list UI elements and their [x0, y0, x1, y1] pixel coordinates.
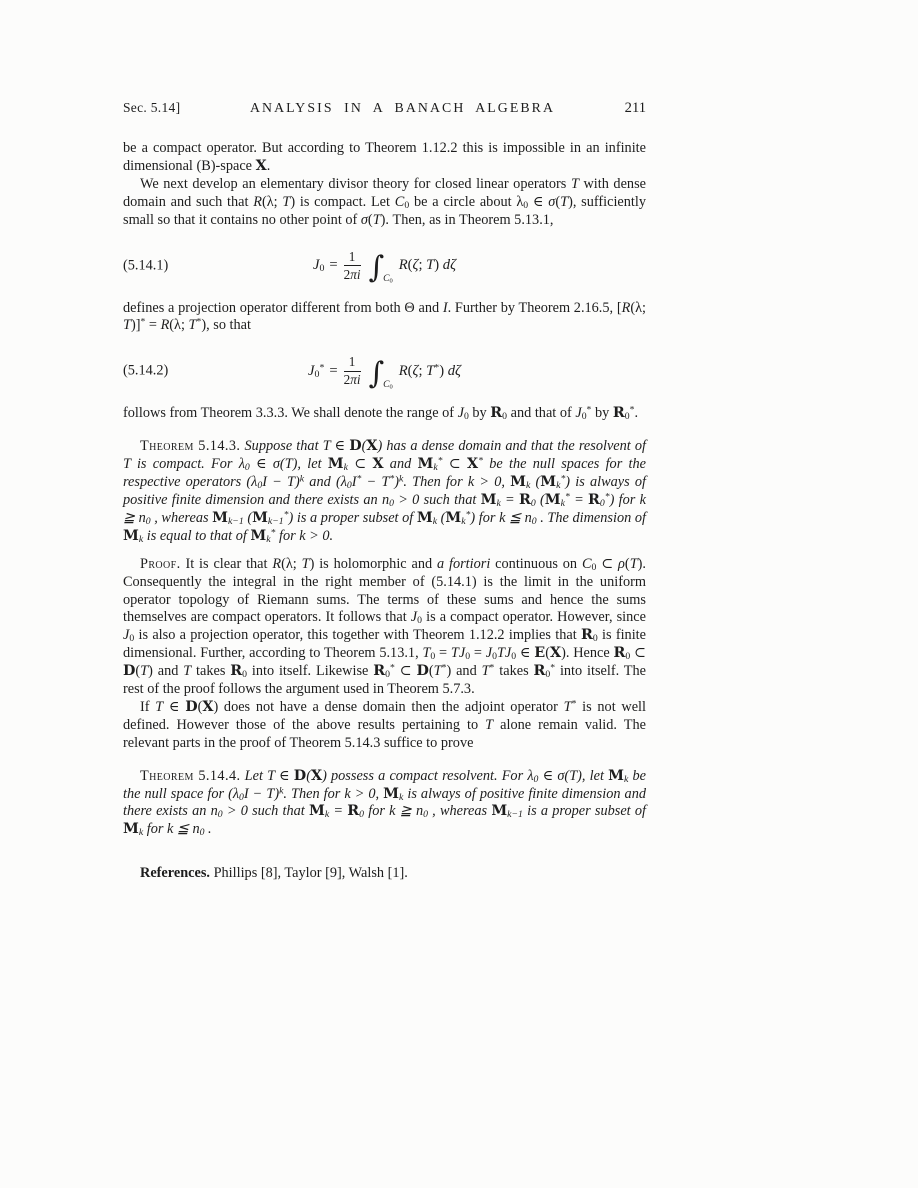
contour-integral — [368, 250, 393, 286]
equals-sign: = — [329, 257, 338, 274]
equation-label: (5.14.1) — [123, 257, 169, 274]
references-line: References. Phillips [8], Taylor [9], Walsh [1]. — [140, 865, 408, 882]
equation-lhs: J0* — [308, 362, 325, 381]
section-label: Sec. 5.14] — [123, 100, 181, 115]
equation-5-14-1 — [123, 243, 646, 289]
fraction — [344, 250, 361, 282]
integral-contour-label: C0 — [383, 274, 393, 285]
proof-paragraph: Proof. It is clear that R(λ; T) is holomorphic and a fortiori continuous on C0 ⊂ ρ(T). Consequently the integral in the right member of (5.14.1) is the limit in the uniform operator topology of Riemann sums. The terms of these sums and hence the sums themselves are compact operators. It follows that J0 is a compact operator. However, since J0 is also a projection operator, this together with Theorem 1.12.2 implies that R0 is finite dimensional. Further, according to Theorem 5.13.1, T0 = TJ0 = J0TJ0 ∈ E(X). Hence R0 ⊂ D(T) and T takes R0 into itself. Likewise R0* ⊂ D(T*) and T* takes R0* into itself. The rest of the proof follows the argument used in Theorem 5.7.3. — [123, 555, 647, 698]
fraction — [344, 355, 361, 387]
page-number: 211 — [624, 100, 646, 116]
contour-integral — [368, 355, 393, 391]
paragraph-continuation: be a compact operator. But according to Theorem 1.12.2 this is impossible in an infinite dimensional (B)-space X. — [123, 140, 646, 174]
fraction-denominator: 2πi — [343, 266, 361, 282]
integral-sign: ∫ — [368, 250, 385, 286]
equation-body — [308, 354, 461, 391]
integrand: R(ζ; T) dζ — [398, 257, 457, 274]
paragraph-projection: defines a projection operator different from both Θ and I. Further by Theorem 2.16.5, [R(λ; T)]* = R(λ; T*), so that — [123, 299, 646, 334]
integral-sign: ∫ — [368, 355, 385, 391]
theorem-5-14-4: Theorem 5.14.4. Let T ∈ D(X) possess a compact resolvent. For λ0 ∈ σ(T), let Mk be the null space for $(\lambda 0I - T)^k$. Then for k > 0, Mk is always of positive finite dimension and there exists an n0 > 0 such that Mk = R0 for k ≧ n0 , whereas Mk−1 is a proper subset of Mk for k ≦ n0 . — [123, 767, 646, 839]
equation-5-14-2 — [123, 348, 646, 394]
running-title: ANALYSIS IN A BANACH ALGEBRA — [249, 100, 556, 115]
fraction-numerator: 1 — [348, 354, 356, 370]
paragraph-adjoint-remark: If T ∈ D(X) does not have a dense domain then the adjoint operator T* is not well defined. However those of the above results pertaining to T alone remain valid. The relevant parts in the proof of Theorem 5.14.3 suffice to prove — [123, 698, 646, 751]
integral-contour-label: C0 — [383, 379, 393, 391]
equation-body — [312, 248, 457, 286]
theorem-5-14-3: Theorem 5.14.3. Suppose that T ∈ D(X) has a dense domain and that the resolvent of T is compact. For λ0 ∈ σ(T), let Mk ⊂ X and Mk* ⊂ X* be the null spaces for the respective operators $(\lambda 0I - T)^k$ and $(\lambda 0I^* - T^*)^k$. Then for k > 0, Mk (Mk*) is always of positive finite dimension and there exists an n0 > 0 such that Mk = R0 (Mk* = R0*) for k ≧ n0 , whereas Mk−1 (Mk−1*) is a proper subset of Mk (Mk*) for k ≦ n0 . The dimension of Mk is equal to that of Mk* for k > 0. — [123, 438, 647, 545]
page-header — [123, 100, 646, 117]
paragraph-divisor-theory: We next develop an elementary divisor theory for closed linear operators T with dense domain and such that R(λ; T) is compact. Let C0 be a circle about λ0 ∈ σ(T), sufficiently small so that it contains no other point of σ(T). Then, as in Theorem 5.13.1, — [123, 175, 647, 228]
fraction-numerator: 1 — [348, 248, 356, 264]
equals-sign: = — [329, 362, 338, 379]
fraction-denominator: 2πi — [343, 372, 361, 388]
equation-lhs: J0 — [312, 257, 325, 275]
paragraph-ranges: follows from Theorem 3.3.3. We shall denote the range of J0 by R0 and that of J0* by R0*. — [123, 404, 639, 423]
equation-label: (5.14.2) — [123, 362, 169, 379]
integrand: R(ζ; T*) dζ — [398, 362, 461, 379]
text-column — [123, 100, 646, 883]
